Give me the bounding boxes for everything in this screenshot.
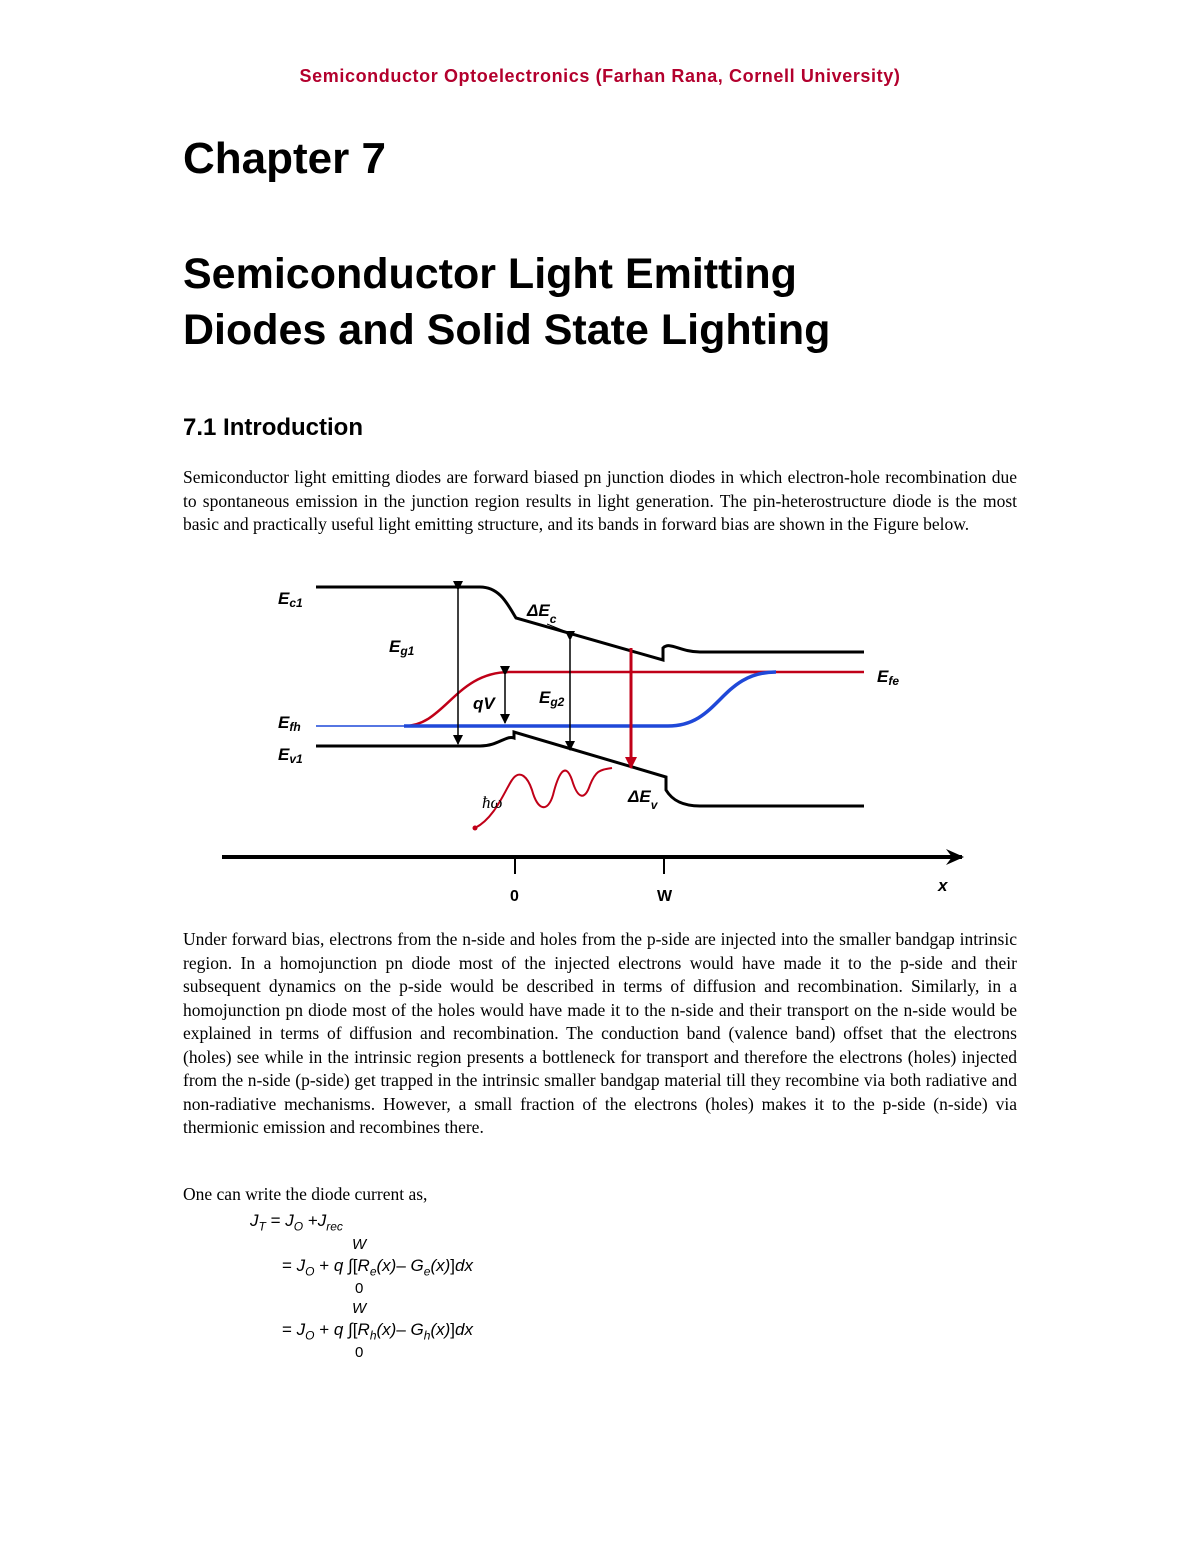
section-heading: 7.1 Introduction [183,414,363,441]
label-ec1: Ec1 [278,589,303,610]
equation-line-2: = $J_O + q$ $\int[R_e(x)-$ $G_e(x)]dx$ [282,1256,473,1279]
hole-quasi-fermi-level [404,672,776,726]
valence-band-line [316,732,864,806]
chapter-title-line-1: Semiconductor Light Emitting [183,250,797,298]
chapter-title-line-2: Diodes and Solid State Lighting [183,306,831,354]
label-tick-w: W [657,888,673,905]
label-efh: Efh [278,713,301,734]
equation-line-3: = $J_O + q$ $\int[R_h(x)-$ $G_h(x)]dx$ [282,1320,473,1343]
label-ev1: Ev1 [278,745,303,766]
label-delta-ec: $\Delta E_c$ [527,601,557,626]
label-photon-energy: ħω [482,793,503,812]
label-delta-ev: $\Delta E_v$ [628,787,658,812]
label-efe: Efe [877,667,900,688]
label-x-axis: x [938,876,948,895]
integral-1-lower: 0 [355,1280,364,1297]
integral-1-upper: W [352,1236,367,1253]
chapter-heading: Chapter 7 [183,134,386,183]
label-qv: qV [473,694,495,713]
integral-2-lower: 0 [355,1344,364,1361]
photon-wave-end [473,826,478,831]
paragraph-intro: Semiconductor light emitting diodes are forward biased pn junction diodes in which electron-hole recombination due to spontaneous emission in the junction region results in light generation. The pin-heterostructure diode is the most basic and practically useful light emitting structure, and its bands in forward bias are shown in the Figure below. [183,467,1017,534]
integral-2-upper: W [352,1300,367,1317]
equation-line-1: $J_T = J_O +J_{rec}$ [250,1211,343,1234]
running-header: Semiconductor Optoelectronics (Farhan Rana, Cornell University) [299,66,901,86]
label-tick-0: 0 [510,888,519,905]
paragraph-forward-bias: Under forward bias, electrons from the n-side and holes from the p-side are injected into the smaller bandgap intrinsic region. In a homojunction pn diode most of the injected electrons would have made it to the p-side and their subsequent dynamics on the p-side would be described in terms of diffusion and recombination. Similarly, in a homojunction pn diode most of the holes would have made it to the n-side and their transport on the n-side would be explained in terms of diffusion and recombination. The conduction band (valence band) offset that the electrons (holes) see while in the intrinsic region presents a bottleneck for transport and therefore the electrons (holes) injected from the n-side (p-side) get trapped in the intrinsic smaller bandgap material till they recombine via both radiative and non-radiative mechanisms. However, a small fraction of the electrons (holes) makes it to the p-side (n-side) via thermionic emission and recombines there. [183,929,1017,1137]
label-eg2: Eg2 [539,688,565,709]
paragraph-diode-current: One can write the diode current as, [183,1184,428,1204]
label-eg1: Eg1 [389,637,415,658]
